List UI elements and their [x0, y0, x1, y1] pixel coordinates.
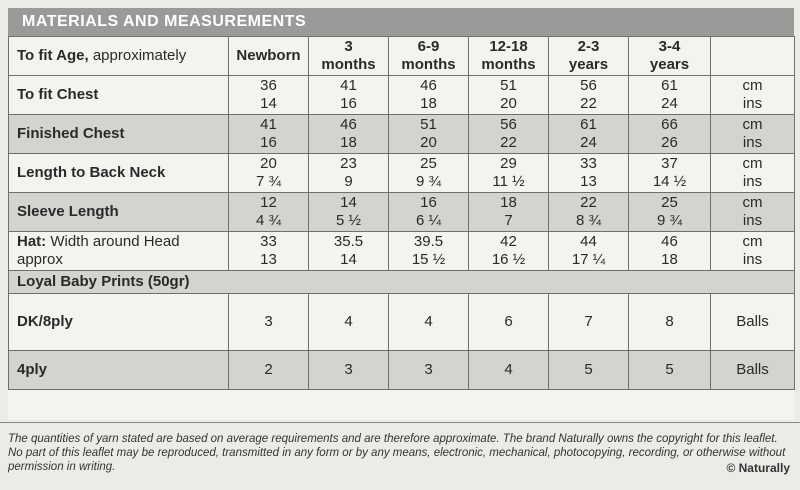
row-length-to-back-neck: Length to Back Neck 20 7 ¾ 23 9 25 9 ¾ 29 11 ½ 33 13 37 14 ½ cm ins [9, 154, 795, 193]
copyright-notice: The quantities of yarn stated are based on average requirements and are therefore approximate. The brand Naturally owns the copyright for this leaflet. No part of this leaflet may be reproduced, transmitted in any form or by any means, electronic, mechanical, photocopying, recording, or otherwise without permission in writing. [8, 433, 786, 473]
unit-cell: Balls [711, 351, 795, 390]
size-6-9-months: 6-9 months [389, 37, 469, 76]
brand-copyright: © Naturally [726, 461, 790, 475]
size-3-months: 3 months [309, 37, 389, 76]
size-newborn: Newborn [229, 37, 309, 76]
yarn-section-row [9, 271, 795, 294]
section-title: MATERIALS AND MEASUREMENTS [8, 8, 794, 36]
size-3-4-years: 3-4 years [629, 37, 711, 76]
row-sleeve-length: Sleeve Length 12 4 ¾ 14 5 ½ 16 6 ¼ 18 7 22 8 ¾ 25 9 ¾ cm ins [9, 193, 795, 232]
unit-cell: cm ins [711, 154, 795, 193]
age-label: To fit Age, approximately [9, 37, 229, 76]
unit-header [711, 37, 795, 76]
unit-cell: cm ins [711, 193, 795, 232]
size-2-3-years: 2-3 years [549, 37, 629, 76]
footer-divider [0, 422, 800, 423]
row-hat-width: Hat: Width around Head approx 33 13 35.5 14 39.5 15 ½ 42 16 ½ 44 17 ¼ 46 18 cm ins [9, 232, 795, 271]
unit-cell: cm ins [711, 232, 795, 271]
row-4ply: 4ply 2 3 3 4 5 5 Balls [9, 351, 795, 390]
unit-cell: cm ins [711, 115, 795, 154]
measurements-table [8, 36, 795, 390]
row-finished-chest: Finished Chest 41 16 46 18 51 20 56 22 61 24 66 26 cm ins [9, 115, 795, 154]
size-12-18-months: 12-18 months [469, 37, 549, 76]
unit-cell: cm ins [711, 76, 795, 115]
header-row [9, 37, 795, 76]
unit-cell: Balls [711, 294, 795, 351]
row-dk-8ply: DK/8ply 3 4 4 6 7 8 Balls [9, 294, 795, 351]
yarn-section-label: Loyal Baby Prints (50gr) [9, 271, 795, 294]
row-to-fit-chest: To fit Chest 36 14 41 16 46 18 51 20 56 22 61 24 cm ins [9, 76, 795, 115]
